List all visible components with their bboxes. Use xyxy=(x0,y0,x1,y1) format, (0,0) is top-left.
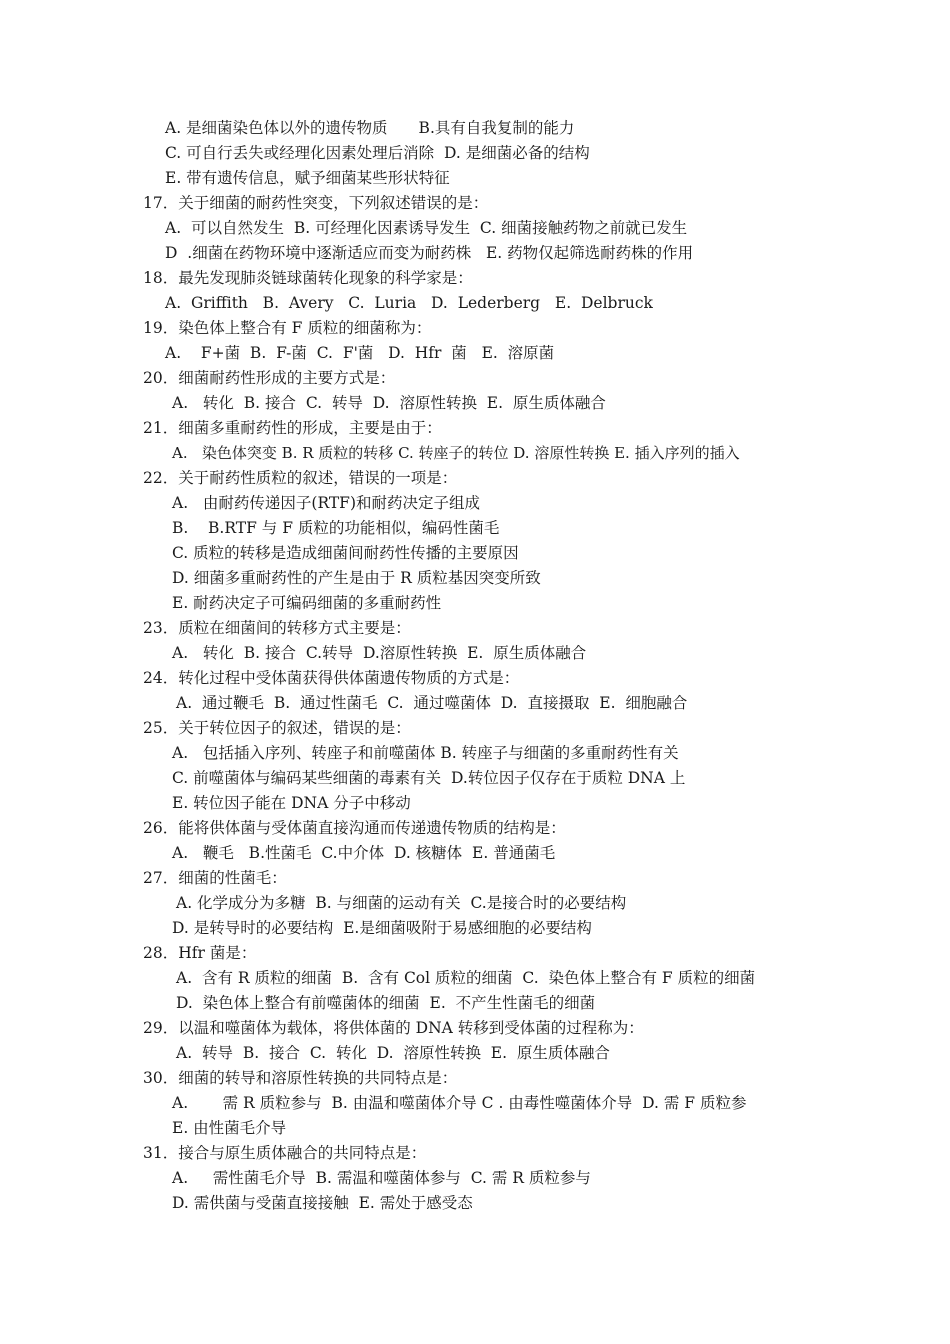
question-24: 24．转化过程中受体菌获得供体菌遗传物质的方式是： xyxy=(143,669,520,687)
option-line: E. 由性菌毛介导 xyxy=(172,1119,287,1137)
option-line: A. 由耐药传递因子(RTF)和耐药决定子组成 xyxy=(172,494,480,512)
option-line: A. 转化 B. 接合 C. 转导 D. 溶原性转换 E. 原生质体融合 xyxy=(172,394,606,412)
option-line: D. 需供菌与受菌直接接触 E. 需处于感受态 xyxy=(172,1194,473,1212)
question-21: 21．细菌多重耐药性的形成，主要是由于： xyxy=(143,419,442,437)
option-line: A. 是细菌染色体以外的遗传物质 B.具有自我复制的能力 xyxy=(165,119,575,137)
question-30: 30．细菌的转导和溶原性转换的共同特点是： xyxy=(143,1069,458,1087)
option-line: D. 染色体上整合有前噬菌体的细菌 E. 不产生性菌毛的细菌 xyxy=(176,994,596,1012)
option-line: A. F+菌 B. F-菌 C. F'菌 D. Hfr 菌 E. 溶原菌 xyxy=(165,344,555,362)
option-line: A. 通过鞭毛 B. 通过性菌毛 C. 通过噬菌体 D. 直接摄取 E. 细胞融合 xyxy=(176,694,688,712)
option-line: E. 带有遗传信息，赋予细菌某些形状特征 xyxy=(165,169,450,187)
option-line: A. Griffith B. Avery C. Luria D. Lederberg E. Delbruck xyxy=(165,294,653,312)
option-line: A. 需性菌毛介导 B. 需温和噬菌体参与 C. 需 R 质粒参与 xyxy=(172,1169,591,1187)
option-line: E. 转位因子能在 DNA 分子中移动 xyxy=(172,794,411,812)
question-25: 25．关于转位因子的叙述，错误的是： xyxy=(143,719,411,737)
option-line: D .细菌在药物环境中逐渐适应而变为耐药株 E. 药物仅起筛选耐药株的作用 xyxy=(165,244,694,262)
option-line: A. 转化 B. 接合 C.转导 D.溶原性转换 E. 原生质体融合 xyxy=(172,644,587,662)
question-22: 22．关于耐药性质粒的叙述，错误的一项是： xyxy=(143,469,458,487)
option-line: B. B.RTF 与 F 质粒的功能相似，编码性菌毛 xyxy=(172,519,500,537)
option-line: D. 是转导时的必要结构 E.是细菌吸附于易感细胞的必要结构 xyxy=(172,919,592,937)
option-line: C. 质粒的转移是造成细菌间耐药性传播的主要原因 xyxy=(172,544,519,562)
option-line: A. 需 R 质粒参与 B. 由温和噬菌体介导 C . 由毒性噬菌体介导 D. 需 F 质粒参 xyxy=(172,1094,747,1112)
question-26: 26．能将供体菌与受体菌直接沟通而传递遗传物质的结构是： xyxy=(143,819,566,837)
question-19: 19．染色体上整合有 F 质粒的细菌称为： xyxy=(143,319,432,337)
option-line: A. 包括插入序列、转座子和前噬菌体 B. 转座子与细菌的多重耐药性有关 xyxy=(172,744,679,762)
question-29: 29．以温和噬菌体为载体，将供体菌的 DNA 转移到受体菌的过程称为： xyxy=(143,1019,644,1037)
option-line: C. 前噬菌体与编码某些细菌的毒素有关 D.转位因子仅存在于质粒 DNA 上 xyxy=(172,769,686,787)
option-line: A. 可以自然发生 B. 可经理化因素诱导发生 C. 细菌接触药物之前就已发生 xyxy=(165,219,688,237)
question-18: 18．最先发现肺炎链球菌转化现象的科学家是： xyxy=(143,269,473,287)
question-31: 31．接合与原生质体融合的共同特点是： xyxy=(143,1144,427,1162)
option-line: A. 染色体突变 B. R 质粒的转移 C. 转座子的转位 D. 溶原性转换 E. 插入序列的插入 xyxy=(172,444,740,462)
option-line: A. 转导 B. 接合 C. 转化 D. 溶原性转换 E. 原生质体融合 xyxy=(176,1044,610,1062)
option-line: A. 鞭毛 B.性菌毛 C.中介体 D. 核糖体 E. 普通菌毛 xyxy=(172,844,556,862)
option-line: A. 化学成分为多糖 B. 与细菌的运动有关 C.是接合时的必要结构 xyxy=(176,894,627,912)
question-27: 27．细菌的性菌毛： xyxy=(143,869,287,887)
question-20: 20．细菌耐药性形成的主要方式是： xyxy=(143,369,396,387)
question-17: 17．关于细菌的耐药性突变，下列叙述错误的是： xyxy=(143,194,489,212)
question-28: 28．Hfr 菌是： xyxy=(143,944,257,962)
question-23: 23．质粒在细菌间的转移方式主要是： xyxy=(143,619,411,637)
option-line: E. 耐药决定子可编码细菌的多重耐药性 xyxy=(172,594,442,612)
option-line: A. 含有 R 质粒的细菌 B. 含有 Col 质粒的细菌 C. 染色体上整合有 F 质粒的细菌 xyxy=(176,969,756,987)
option-line: C. 可自行丢失或经理化因素处理后消除 D. 是细菌必备的结构 xyxy=(165,144,590,162)
option-line: D. 细菌多重耐药性的产生是由于 R 质粒基因突变所致 xyxy=(172,569,541,587)
